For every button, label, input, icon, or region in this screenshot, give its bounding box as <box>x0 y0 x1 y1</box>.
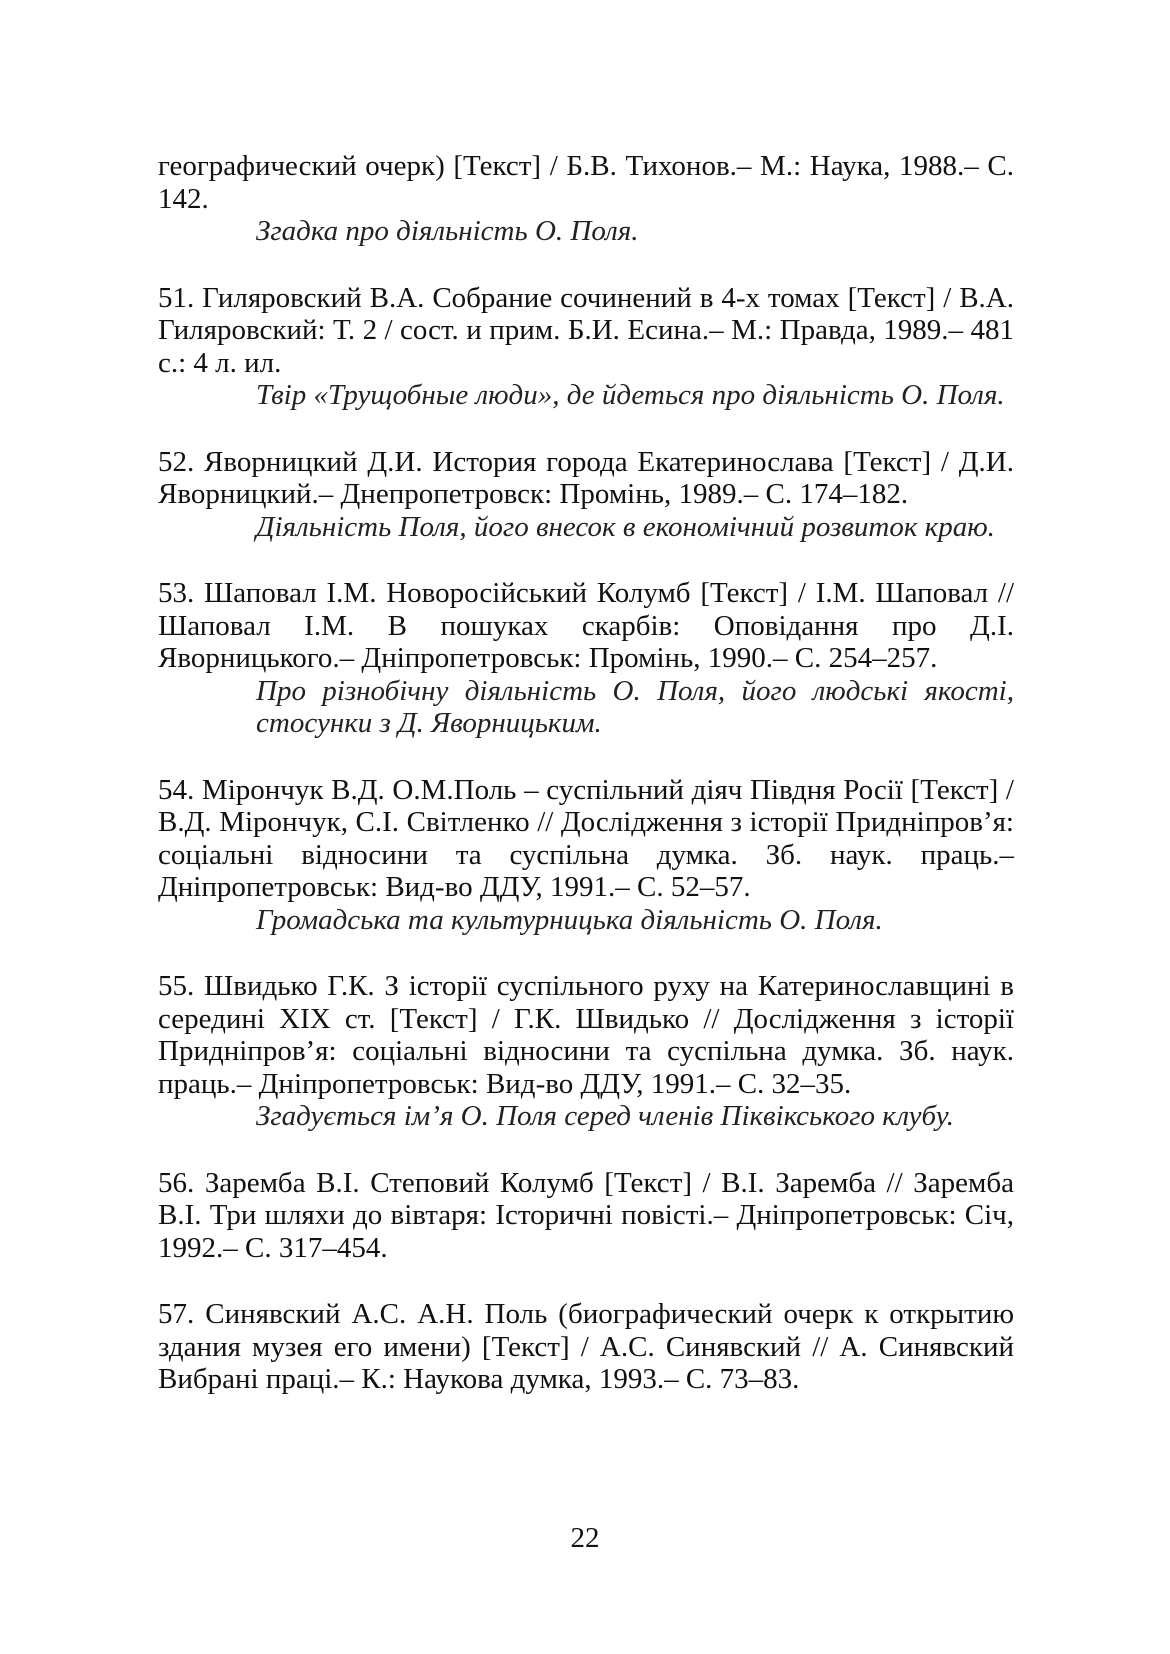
entry-reference: 52. Яворницкий Д.И. История города Екатеринослава [Текст] / Д.И. Яворницкий.– Днепропетровск: Промінь, 1989.– С. 174–182. <box>158 445 1014 510</box>
entry-annotation: Твір «Трущобные люди», де йдеться про діяльність О. Поля. <box>256 379 1005 411</box>
bibliography-entry <box>158 150 1014 248</box>
entry-reference: географический очерк) [Текст] / Б.В. Тихонов.– М.: Наука, 1988.– С. 142. <box>158 150 1014 215</box>
entry-reference: 54. Мірончук В.Д. О.М.Поль – суспільний діяч Півдня Росії [Текст] / В.Д. Мірончук, С.І. Світленко // Дослідження з історії Придніпров’я: соціальні відносини та суспільна думка. Зб. наук. праць.– Дніпропетровськ: Вид-во ДДУ, 1991.– С. 52–57. <box>158 773 1014 903</box>
bibliography-entry <box>158 282 1014 412</box>
entry-annotation: Про різнобічну діяльність О. Поля, його людські якості, стосунки з Д. Яворницьким. <box>256 674 1014 739</box>
entry-annotation: Згадка про діяльність О. Поля. <box>256 215 639 247</box>
bibliography-entry <box>158 774 1014 937</box>
entry-annotation: Діяльність Поля, його внесок в економічний розвиток краю. <box>256 510 995 543</box>
entry-reference: 57. Синявский А.С. А.Н. Поль (биографический очерк к открытию здания музея его имени) [Текст] / А.С. Синявский // А. Синявский Вибрані праці.– К.: Наукова думка, 1993.– С. 73–83. <box>158 1298 1014 1395</box>
bibliography-entry <box>158 970 1014 1133</box>
bibliography-list <box>158 150 1014 1430</box>
entry-reference: 55. Швидько Г.К. З історії суспільного руху на Катеринославщині в середині XIX ст. [Текст] / Г.К. Швидько // Дослідження з історії Придніпров’я: соціальні відносини та суспільна думка. Зб. наук. праць.– Дніпропетровськ: Вид-во ДДУ, 1991.– С. 32–35. <box>158 970 1014 1100</box>
entry-reference: 56. Заремба В.І. Степовий Колумб [Текст] / В.І. Заремба // Заремба В.І. Три шляхи до вівтаря: Історичні повісті.– Дніпропетровськ: Січ, 1992.– С. 317–454. <box>158 1166 1014 1264</box>
bibliography-entry <box>158 577 1014 740</box>
entry-annotation: Громадська та культурницька діяльність О. Поля. <box>256 903 883 936</box>
bibliography-entry <box>158 446 1014 544</box>
page-number: 22 <box>570 1522 600 1554</box>
entry-annotation: Згадується ім’я О. Поля серед членів Піквікського клубу. <box>256 1100 955 1132</box>
bibliography-entry <box>158 1298 1014 1396</box>
bibliography-entry <box>158 1167 1014 1265</box>
entry-reference: 53. Шаповал І.М. Новоросійський Колумб [Текст] / І.М. Шаповал // Шаповал І.М. В пошуках скарбів: Оповідання про Д.І. Яворницького.– Дніпропетровськ: Промінь, 1990.– С. 254–257. <box>158 577 1014 674</box>
entry-reference: 51. Гиляровский В.А. Собрание сочинений в 4-х томах [Текст] / В.А. Гиляровский: Т. 2 / сост. и прим. Б.И. Есина.– М.: Правда, 1989.– 481 с.: 4 л. ил. <box>158 281 1014 379</box>
